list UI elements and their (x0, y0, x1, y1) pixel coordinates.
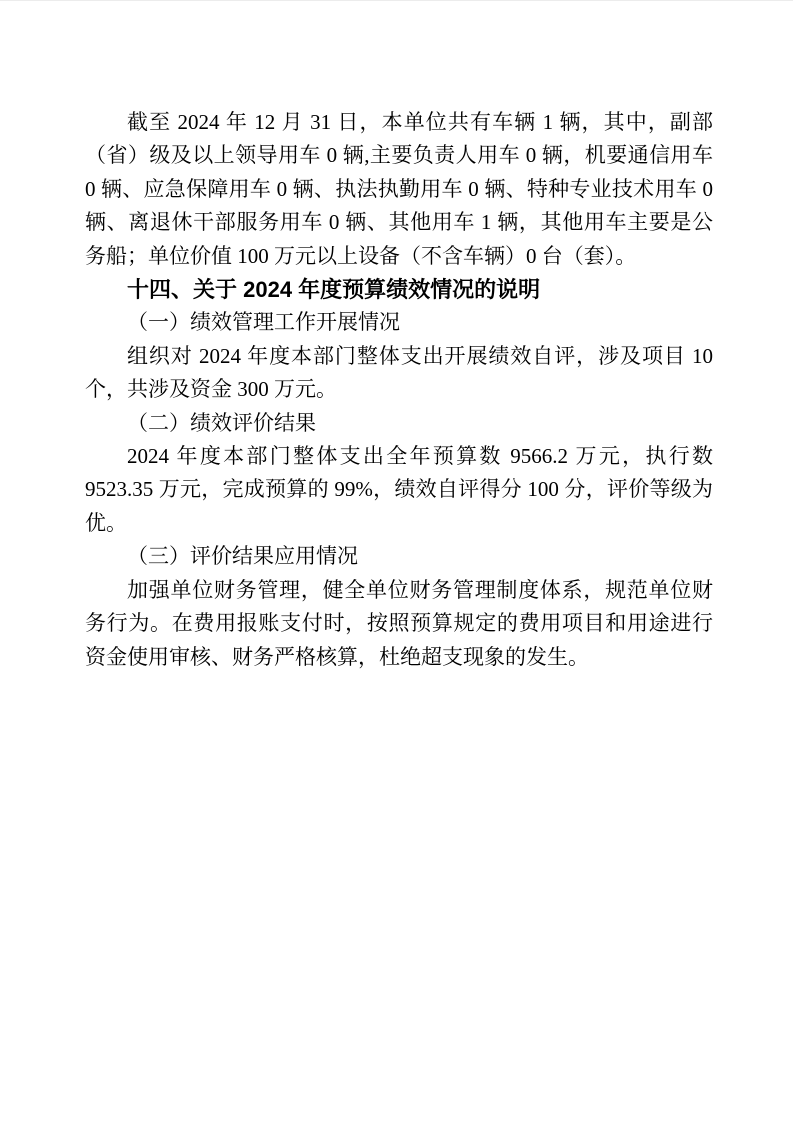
para-evaluation-result: 2024 年度本部门整体支出全年预算数 9566.2 万元，执行数 9523.35 万元，完成预算的 99%，绩效自评得分 100 分，评价等级为优。 (85, 444, 713, 535)
heading-section-14: 十四、关于 2024 年度预算绩效情况的说明 (127, 277, 541, 303)
para-performance-self-evaluation: 组织对 2024 年度本部门整体支出开展绩效自评，涉及项目 10 个，共涉及资金 300 万元。 (85, 343, 713, 402)
para-vehicles: 截至 2024 年 12 月 31 日，本单位共有车辆 1 辆，其中，副部（省）级及以上领导用车 0 辆,主要负责人用车 0 辆，机要通信用车 0 辆、应急保障用车 0 辆、执法执勤用车 0 辆、特种专业技术用车 0 辆、离退休干部服务用车 0 辆、其他用车 1 辆，其他用车主要是公务船；单位价值 100 万元以上设备（不含车辆）0 台（套）。 (85, 110, 713, 268)
heading-sub-1-performance-management: （一）绩效管理工作开展情况 (127, 311, 400, 335)
heading-sub-2-evaluation-result: （二）绩效评价结果 (127, 411, 316, 435)
para-result-application: 加强单位财务管理，健全单位财务管理制度体系，规范单位财务行为。在费用报账支付时，按照预算规定的费用项目和用途进行资金使用审核、财务严格核算，杜绝超支现象的发生。 (85, 577, 713, 669)
document-content (85, 106, 713, 674)
heading-sub-3-result-application: （三）评价结果应用情况 (127, 545, 358, 569)
